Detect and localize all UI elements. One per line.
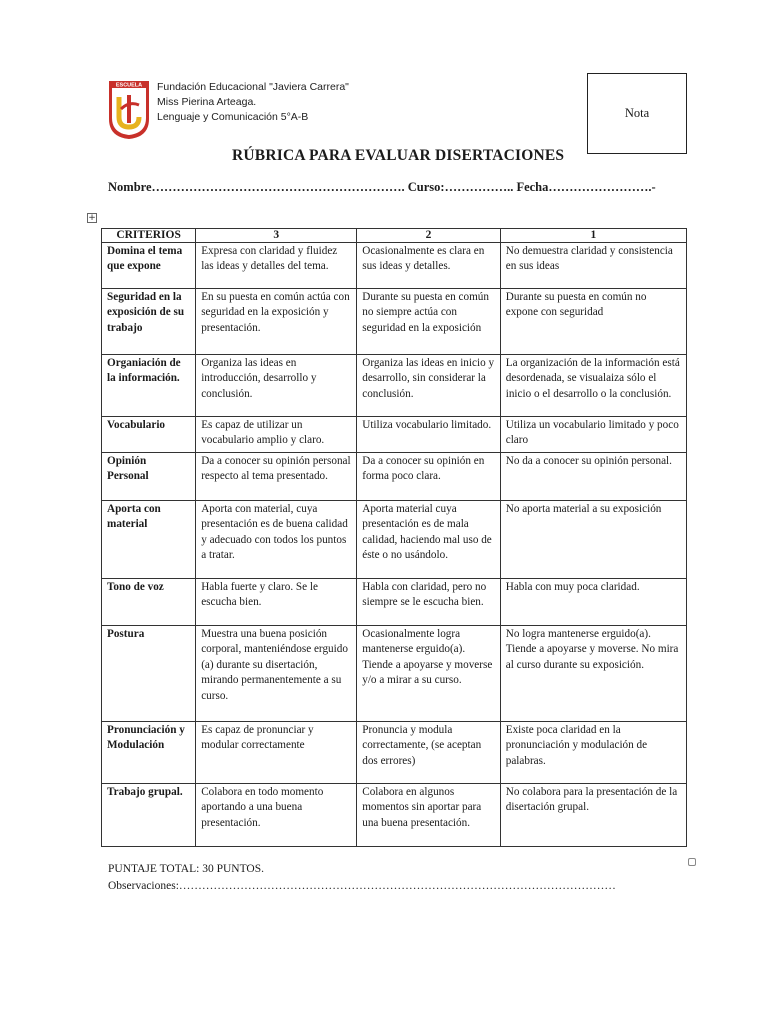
score-2-cell: Aporta material cuya presentación es de mala calidad, haciendo mal uso de éste o no usándolo. — [357, 501, 501, 579]
table-row — [102, 722, 687, 784]
school-info — [157, 80, 349, 125]
score-1-cell: Utiliza un vocabulario limitado y poco claro — [500, 417, 686, 453]
table-row — [102, 453, 687, 501]
score-3-cell: En su puesta en común actúa con seguridad en la exposición y presentación. — [196, 289, 357, 355]
score-3-cell: Expresa con claridad y fluidez las ideas y detalles del tema. — [196, 243, 357, 289]
score-3-cell: Aporta con material, cuya presentación es de buena calidad y adecuado con todos los puntos a tratar. — [196, 501, 357, 579]
score-3-cell: Muestra una buena posición corporal, manteniéndose erguido (a) durante su disertación, mirando permanentemente a su curso. — [196, 626, 357, 722]
table-move-handle-icon[interactable]: + — [88, 213, 96, 223]
school-logo — [107, 79, 151, 141]
teacher-name: Miss Pierina Arteaga. — [157, 96, 257, 108]
score-3-cell: Colabora en todo momento aportando a una buena presentación. — [196, 784, 357, 847]
score-1-cell: No demuestra claridad y consistencia en sus ideas — [500, 243, 686, 289]
table-row — [102, 579, 687, 626]
score-2-cell: Pronuncia y modula correctamente, (se aceptan dos errores) — [357, 722, 501, 784]
table-row — [102, 417, 687, 453]
grade-label: Nota — [624, 106, 650, 120]
header-score-3: 3 — [196, 229, 357, 243]
criterion-cell: Organiación de la información. — [102, 355, 196, 417]
score-3-cell: Es capaz de pronunciar y modular correctamente — [196, 722, 357, 784]
course-name: Lenguaje y Comunicación 5°A-B — [157, 111, 309, 123]
score-2-cell: Utiliza vocabulario limitado. — [357, 417, 501, 453]
score-1-cell: Durante su puesta en común no expone con seguridad — [500, 289, 686, 355]
table-header-row — [102, 229, 687, 243]
total-score: PUNTAJE TOTAL: 30 PUNTOS. — [108, 863, 264, 875]
score-2-cell: Habla con claridad, pero no siempre se le escucha bien. — [357, 579, 501, 626]
table-row — [102, 243, 687, 289]
logo-text: ESCUELA — [115, 82, 143, 89]
score-1-cell: Existe poca claridad en la pronunciación y modulación de palabras. — [500, 722, 686, 784]
criterion-cell: Opinión Personal — [102, 453, 196, 501]
student-fields-line: Nombre……………………………………………………. Curso:…………….. Fecha…………………….- — [108, 180, 656, 194]
criterion-cell: Seguridad en la exposición de su trabajo — [102, 289, 196, 355]
footer — [108, 861, 616, 895]
score-2-cell: Organiza las ideas en inicio y desarrollo, sin considerar la conclusión. — [357, 355, 501, 417]
criterion-cell: Domina el tema que expone — [102, 243, 196, 289]
score-2-cell: Colabora en algunos momentos sin aportar para una buena presentación. — [357, 784, 501, 847]
score-1-cell: No logra mantenerse erguido(a). Tiende a apoyarse y moverse. No mira al curso durante su exposición. — [500, 626, 686, 722]
score-2-cell: Ocasionalmente logra mantenerse erguido(a). Tiende a apoyarse y moverse y/o a mirar a su curso. — [357, 626, 501, 722]
score-1-cell: La organización de la información está desordenada, se visualaiza sólo el inicio o el desarrollo o la conclusión. — [500, 355, 686, 417]
score-2-cell: Da a conocer su opinión en forma poco clara. — [357, 453, 501, 501]
score-1-cell: No colabora para la presentación de la disertación grupal. — [500, 784, 686, 847]
score-2-cell: Durante su puesta en común no siempre actúa con seguridad en la exposición — [357, 289, 501, 355]
score-1-cell: No da a conocer su opinión personal. — [500, 453, 686, 501]
table-row — [102, 501, 687, 579]
table-row — [102, 289, 687, 355]
header-criterios: CRITERIOS — [102, 229, 196, 243]
criterion-cell: Postura — [102, 626, 196, 722]
criterion-cell: Pronunciación y Modulación — [102, 722, 196, 784]
score-1-cell: Habla con muy poca claridad. — [500, 579, 686, 626]
score-2-cell: Ocasionalmente es clara en sus ideas y detalles. — [357, 243, 501, 289]
score-1-cell: No aporta material a su exposición — [500, 501, 686, 579]
score-3-cell: Habla fuerte y claro. Se le escucha bien. — [196, 579, 357, 626]
observations-line: Observaciones:…………………………………………………………………………………………………… — [108, 880, 616, 892]
criterion-cell: Tono de voz — [102, 579, 196, 626]
header-score-2: 2 — [357, 229, 501, 243]
grade-box — [587, 73, 687, 154]
score-3-cell: Da a conocer su opinión personal respecto al tema presentado. — [196, 453, 357, 501]
paragraph-mark-icon — [688, 858, 696, 866]
score-3-cell: Es capaz de utilizar un vocabulario amplio y claro. — [196, 417, 357, 453]
table-row — [102, 784, 687, 847]
criterion-cell: Trabajo grupal. — [102, 784, 196, 847]
table-row — [102, 626, 687, 722]
school-name: Fundación Educacional "Javiera Carrera" — [157, 81, 349, 93]
table-row — [102, 355, 687, 417]
criterion-cell: Vocabulario — [102, 417, 196, 453]
score-3-cell: Organiza las ideas en introducción, desarrollo y conclusión. — [196, 355, 357, 417]
criterion-cell: Aporta con material — [102, 501, 196, 579]
document-title: RÚBRICA PARA EVALUAR DISERTACIONES — [232, 147, 565, 164]
rubric-table — [101, 228, 687, 847]
header-score-1: 1 — [500, 229, 686, 243]
